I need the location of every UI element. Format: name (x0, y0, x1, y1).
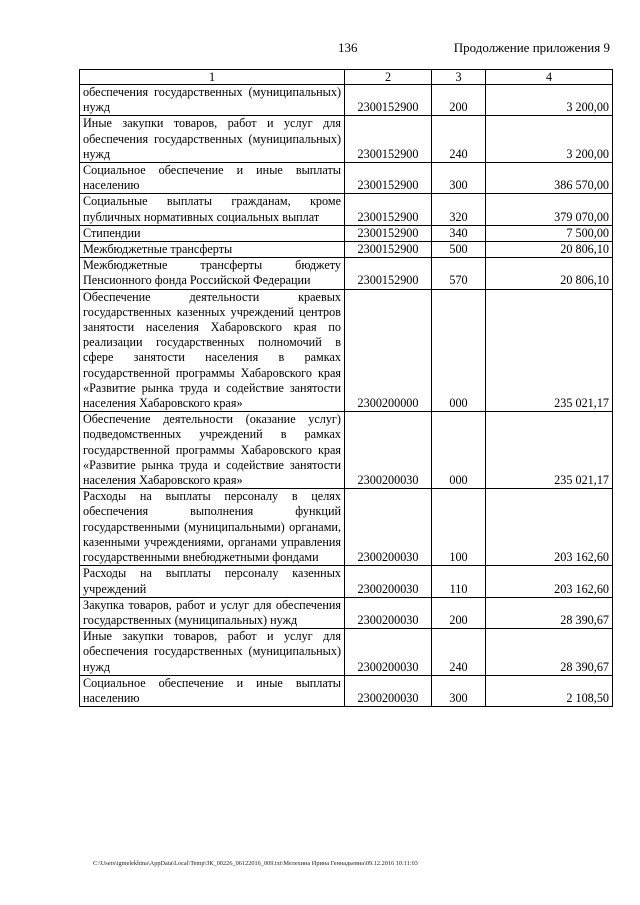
row-code-cell: 2300152900 (345, 163, 432, 194)
table-row (80, 225, 613, 241)
table-row (80, 629, 613, 676)
row-sum-cell: 3 200,00 (486, 85, 613, 116)
row-expense-type-cell: 110 (432, 566, 486, 597)
row-name-cell: Расходы на выплаты персоналу казенных учреждений (80, 566, 345, 597)
row-name-cell: Обеспечение деятельности краевых государственных казенных учреждений центров занятости населения Хабаровского края по реализации государственных полномочий в сфере занятости населения в рамках государственной программы Хабаровского края «Развитие рынка труда и содействие занятости населения Хабаровского края» (80, 289, 345, 412)
row-expense-type-cell: 240 (432, 629, 486, 676)
row-sum-cell: 203 162,60 (486, 489, 613, 566)
row-code-cell: 2300152900 (345, 225, 432, 241)
row-expense-type-cell: 320 (432, 194, 486, 225)
row-code-cell: 2300200030 (345, 489, 432, 566)
table-row (80, 489, 613, 566)
row-sum-cell: 3 200,00 (486, 116, 613, 163)
table-row (80, 258, 613, 289)
row-expense-type-cell: 000 (432, 289, 486, 412)
row-name-cell: Социальное обеспечение и иные выплаты населению (80, 163, 345, 194)
table-row (80, 116, 613, 163)
row-code-cell: 2300200030 (345, 412, 432, 489)
file-path-footer: C:\Users\igmelekhina\AppData\Local\Temp\ЗК_00226_06122016_009.txt\Мелехина Ирина Геннадьевна\09.12.2016 10:11:03 (93, 860, 418, 867)
table-row (80, 242, 613, 258)
row-name-cell: Межбюджетные трансферты бюджету Пенсионного фонда Российской Федерации (80, 258, 345, 289)
row-name-cell: Обеспечение деятельности (оказание услуг) подведомственных учреждений в рамках государственной программы Хабаровского края «Развитие рынка труда и содействие занятости населения Хабаровского края» (80, 412, 345, 489)
row-code-cell: 2300200030 (345, 675, 432, 706)
row-sum-cell: 7 500,00 (486, 225, 613, 241)
table-body (80, 85, 613, 707)
row-code-cell: 2300200030 (345, 629, 432, 676)
column-header: 3 (432, 70, 486, 85)
table-row (80, 163, 613, 194)
row-name-cell: Межбюджетные трансферты (80, 242, 345, 258)
row-sum-cell: 235 021,17 (486, 412, 613, 489)
row-sum-cell: 2 108,50 (486, 675, 613, 706)
row-sum-cell: 20 806,10 (486, 242, 613, 258)
row-code-cell: 2300152900 (345, 258, 432, 289)
table-row (80, 566, 613, 597)
row-expense-type-cell: 240 (432, 116, 486, 163)
row-expense-type-cell: 200 (432, 597, 486, 628)
page-number: 136 (338, 40, 358, 55)
row-code-cell: 2300152900 (345, 116, 432, 163)
row-expense-type-cell: 570 (432, 258, 486, 289)
row-code-cell: 2300200000 (345, 289, 432, 412)
row-expense-type-cell: 200 (432, 85, 486, 116)
row-expense-type-cell: 300 (432, 163, 486, 194)
column-header: 2 (345, 70, 432, 85)
appendix-continuation-label: Продолжение приложения 9 (453, 40, 610, 55)
row-expense-type-cell: 500 (432, 242, 486, 258)
row-code-cell: 2300200030 (345, 566, 432, 597)
table-row (80, 194, 613, 225)
row-expense-type-cell: 000 (432, 412, 486, 489)
table-row (80, 597, 613, 628)
row-name-cell: Стипендии (80, 225, 345, 241)
row-code-cell: 2300152900 (345, 194, 432, 225)
row-name-cell: Социальные выплаты гражданам, кроме публичных нормативных социальных выплат (80, 194, 345, 225)
row-code-cell: 2300200030 (345, 597, 432, 628)
column-header: 1 (80, 70, 345, 85)
row-expense-type-cell: 340 (432, 225, 486, 241)
row-expense-type-cell: 100 (432, 489, 486, 566)
row-sum-cell: 20 806,10 (486, 258, 613, 289)
row-sum-cell: 379 070,00 (486, 194, 613, 225)
row-sum-cell: 28 390,67 (486, 629, 613, 676)
table-row (80, 675, 613, 706)
table-row (80, 289, 613, 412)
row-sum-cell: 203 162,60 (486, 566, 613, 597)
row-sum-cell: 28 390,67 (486, 597, 613, 628)
row-name-cell: Иные закупки товаров, работ и услуг для обеспечения государственных (муниципальных) нужд (80, 629, 345, 676)
row-sum-cell: 235 021,17 (486, 289, 613, 412)
row-name-cell: Социальное обеспечение и иные выплаты населению (80, 675, 345, 706)
row-name-cell: Иные закупки товаров, работ и услуг для обеспечения государственных (муниципальных) нужд (80, 116, 345, 163)
row-sum-cell: 386 570,00 (486, 163, 613, 194)
table-row (80, 412, 613, 489)
row-name-cell: Расходы на выплаты персоналу в целях обеспечения выполнения функций государственными (муниципальными) органами, казенными учреждениями, органами управления государственными внебюджетными фондами (80, 489, 345, 566)
row-code-cell: 2300152900 (345, 242, 432, 258)
row-name-cell: обеспечения государственных (муниципальных) нужд (80, 85, 345, 116)
row-name-cell: Закупка товаров, работ и услуг для обеспечения государственных (муниципальных) нужд (80, 597, 345, 628)
row-code-cell: 2300152900 (345, 85, 432, 116)
row-expense-type-cell: 300 (432, 675, 486, 706)
table-row (80, 85, 613, 116)
table-header-row (80, 70, 613, 85)
budget-table (79, 69, 613, 707)
column-header: 4 (486, 70, 613, 85)
